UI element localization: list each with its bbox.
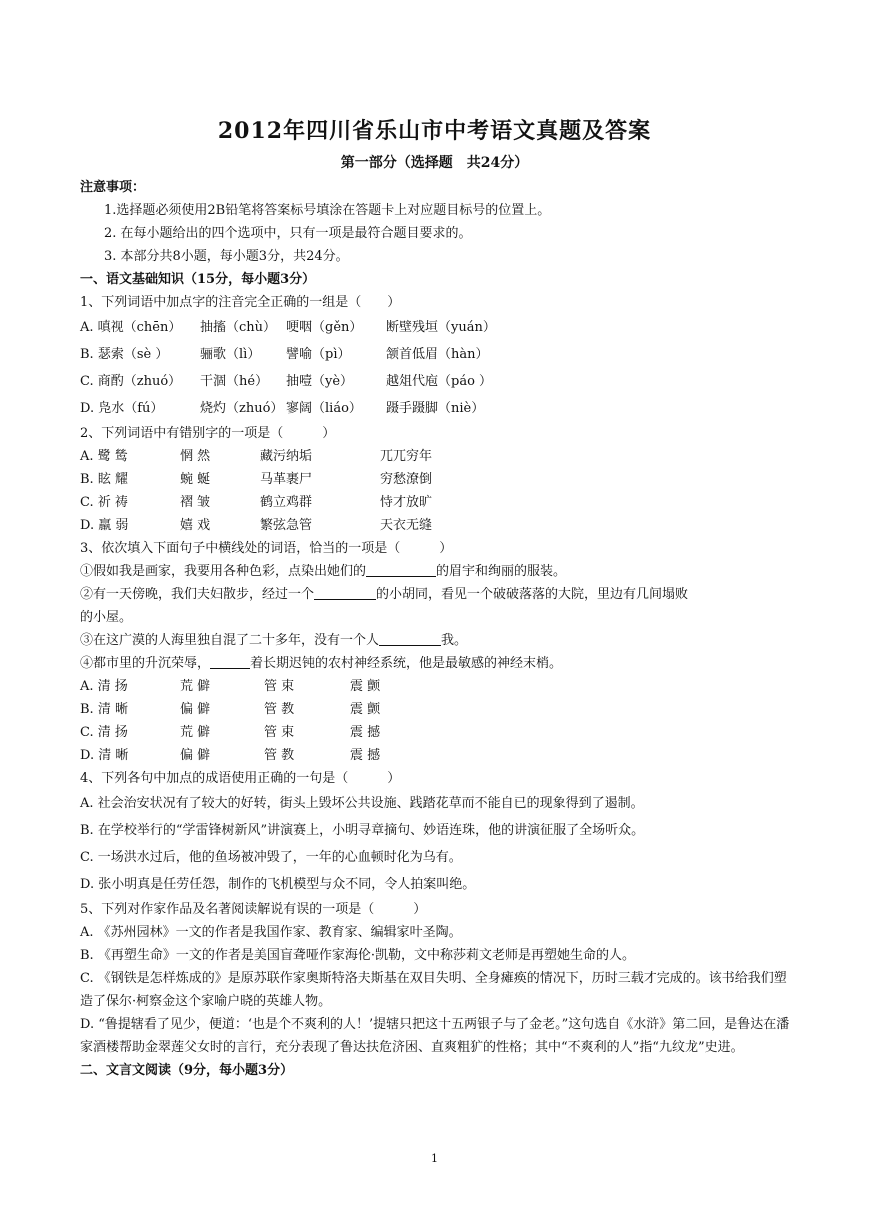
sentence-text: ③在这广漠的人海里独自混了二十多年，没有一个人 (80, 633, 380, 648)
blank-line (379, 631, 441, 646)
blank-line (366, 562, 436, 577)
question-5-option-c: C. 《钢铁是怎样炼成的》是原苏联作家奥斯特洛夫斯基在双目失明、全身瘫痪的情况下，历时三载才完成的。该书给我们塑造了保尔·柯察金这个家喻户晓的英雄人物。 (80, 971, 787, 1009)
question-2-option-b (80, 468, 792, 491)
question-3-sentence-1 (80, 560, 792, 583)
sentence-text: ①假如我是画家，我要用各种色彩，点染出她们的 (80, 564, 367, 579)
option-cell: 蹑手蹑脚（niè） (386, 401, 485, 416)
question-3-option-b (80, 698, 792, 721)
note-item: 3. 本部分共8小题，每小题3分，共24分。 (104, 249, 349, 264)
note-item: 1.选择题必须使用2B铅笔将答案标号填涂在答题卡上对应题目标号的位置上。 (104, 203, 551, 218)
question-3-sentence-3 (80, 629, 792, 652)
question-3-stem: 3、依次填入下面句子中横线处的词语，恰当的一项是（ ） (80, 541, 453, 556)
option-cell: B. 瑟索（sè ） (80, 347, 169, 362)
option-cell: 颔首低眉（hàn） (386, 347, 489, 362)
blank-line (210, 654, 250, 669)
part-subtitle: 第一部分（选择题 共24分） (340, 155, 529, 171)
option-cell: C. 祈 祷 (80, 495, 128, 510)
option-cell: C. 商酌（zhuó） (80, 374, 182, 389)
option-cell: 震 颤 (350, 702, 381, 717)
question-1-option-c (80, 368, 792, 395)
question-3-option-a (80, 675, 792, 698)
notes-heading: 注意事项： (80, 180, 146, 195)
option-cell: 管 教 (264, 748, 295, 763)
question-2-option-c (80, 491, 792, 514)
page-content (80, 176, 792, 1082)
question-4-option-d: D. 张小明真是任劳任怨，制作的飞机模型与众不同，令人拍案叫绝。 (80, 877, 476, 892)
blank-line (314, 585, 376, 600)
question-1-option-a (80, 314, 792, 341)
sentence-text: ②有一天傍晚，我们夫妇散步，经过一个 (80, 587, 315, 602)
option-cell: 繁弦急管 (260, 518, 313, 533)
option-cell: D. 凫水（fú） (80, 401, 164, 416)
question-1-option-d (80, 395, 792, 422)
sentence-text: ④都市里的升沉荣辱， (80, 656, 211, 671)
option-cell: 抽搐（chù） (200, 320, 277, 335)
option-cell: D. 羸 弱 (80, 518, 129, 533)
page-number: 1 (431, 1152, 438, 1165)
option-cell: C. 清 扬 (80, 725, 128, 740)
option-cell: 震 撼 (350, 725, 381, 740)
sentence-text: 着长期迟钝的农村神经系统，他是最敏感的神经末梢。 (250, 656, 563, 671)
section-heading-classical-reading: 二、文言文阅读（9分，每小题3分） (80, 1063, 294, 1078)
option-cell: 烧灼（zhuó） (200, 401, 284, 416)
option-cell: 兀兀穷年 (380, 449, 433, 464)
option-cell: 褶 皱 (180, 495, 211, 510)
option-cell: D. 清 晰 (80, 748, 129, 763)
option-cell: 鹤立鸡群 (260, 495, 313, 510)
question-2-option-d (80, 514, 792, 537)
question-4-option-b: B. 在学校举行的“学雷锋树新风”讲演赛上，小明寻章摘句、妙语连珠，他的讲演征服了全场听众。 (80, 823, 645, 838)
sentence-text: 我。 (441, 633, 468, 648)
option-cell: 譬喻（pì） (286, 347, 351, 362)
question-5-option-d: D. “鲁提辖看了见少，便道：‘也是个不爽利的人！’提辖只把这十五两银子与了金老。”这句选自《水浒》第二回，是鲁达在潘家酒楼帮助金翠莲父女时的言行，充分表现了鲁达扶危济困、直爽粗犷的性格；其中“不爽利的人”指“九纹龙”史进。 (80, 1017, 790, 1055)
option-cell: 管 束 (264, 725, 295, 740)
option-cell: 骊歌（lì） (200, 347, 261, 362)
option-cell: 惘 然 (180, 449, 211, 464)
question-3-sentence-4 (80, 652, 792, 675)
option-cell: 抽噎（yè） (286, 374, 354, 389)
option-cell: 马革裹尸 (260, 472, 313, 487)
option-cell: 穷愁潦倒 (380, 472, 433, 487)
option-cell: 偏 僻 (180, 702, 211, 717)
option-cell: 越俎代庖（páo ） (386, 374, 493, 389)
option-cell: 嬉 戏 (180, 518, 211, 533)
option-cell: A. 清 扬 (80, 679, 128, 694)
option-cell: 管 束 (264, 679, 295, 694)
question-2-stem: 2、下列词语中有错别字的一项是（ ） (80, 426, 336, 441)
option-cell: 管 教 (264, 702, 295, 717)
option-cell: 荒 僻 (180, 679, 211, 694)
question-5-option-b: B. 《再塑生命》一文的作者是美国盲聋哑作家海伦·凯勒，文中称莎莉文老师是再塑她生命的人。 (80, 948, 635, 963)
sentence-text: 的眉宇和绚丽的服装。 (436, 564, 567, 579)
option-cell: 震 颤 (350, 679, 381, 694)
option-cell: B. 眩 耀 (80, 472, 128, 487)
option-cell: 偏 僻 (180, 748, 211, 763)
sentence-text: 的小胡同，看见一个破破落落的大院，里边有几间塌败 (376, 587, 689, 602)
note-item: 2. 在每小题给出的四个选项中，只有一项是最符合题目要求的。 (104, 226, 472, 241)
option-cell: 寥阔（liáo） (286, 401, 362, 416)
question-4-option-a: A. 社会治安状况有了较大的好转，街头上毁坏公共设施、践踏花草而不能自已的现象得到了遏制。 (80, 796, 644, 811)
option-cell: 干涸（hé） (200, 374, 269, 389)
option-cell: 震 撼 (350, 748, 381, 763)
option-cell: B. 清 晰 (80, 702, 128, 717)
question-3-option-c (80, 721, 792, 744)
question-1-option-b (80, 341, 792, 368)
option-cell: 藏污纳垢 (260, 449, 313, 464)
option-cell: A. 鹭 鸶 (80, 449, 128, 464)
question-5-option-a: A. 《苏州园林》一文的作者是我国作家、教育家、编辑家叶圣陶。 (80, 925, 462, 940)
question-2-option-a (80, 445, 792, 468)
question-4-option-c: C. 一场洪水过后，他的鱼场被冲毁了，一年的心血顿时化为乌有。 (80, 850, 462, 865)
page-title: 2012年四川省乐山市中考语文真题及答案 (217, 118, 652, 144)
option-cell: 哽咽（gěn） (286, 320, 363, 335)
option-cell: 荒 僻 (180, 725, 211, 740)
question-5-stem: 5、下列对作家作品及名著阅读解说有误的一项是（ ） (80, 902, 427, 917)
section-heading-basic-knowledge: 一、语文基础知识（15分，每小题3分） (80, 272, 316, 287)
question-3-sentence-2-cont: 的小屋。 (80, 610, 133, 625)
question-3-sentence-2 (80, 583, 792, 606)
option-cell: 蜿 蜒 (180, 472, 211, 487)
option-cell: 断壁残垣（yuán） (386, 320, 496, 335)
option-cell: A. 嗔视（chēn） (80, 320, 182, 335)
question-3-option-d (80, 744, 792, 767)
option-cell: 恃才放旷 (380, 495, 433, 510)
question-4-stem: 4、下列各句中加点的成语使用正确的一句是（ ） (80, 771, 401, 786)
question-1-stem: 1、下列词语中加点字的注音完全正确的一组是（ ） (80, 295, 401, 310)
option-cell: 天衣无缝 (380, 518, 433, 533)
